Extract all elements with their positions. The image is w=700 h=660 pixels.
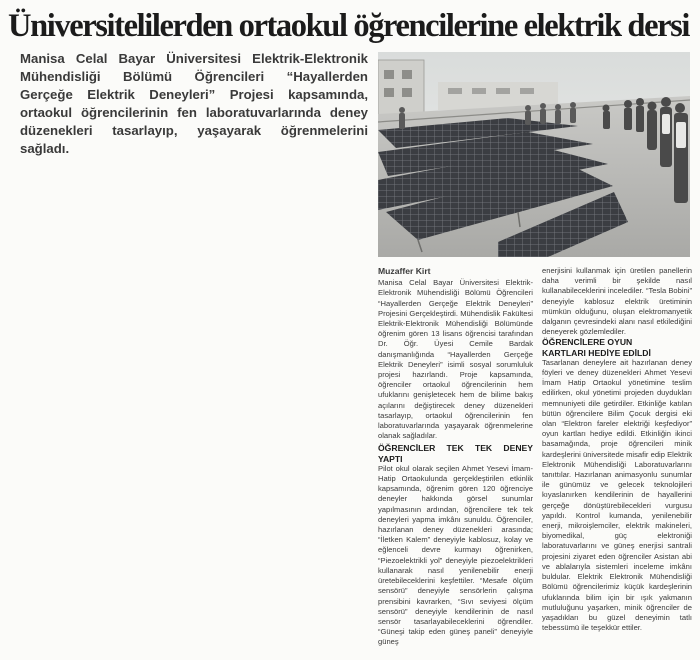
column-2-paragraph-2: Tasarlanan deneylere ait hazırlanan deney föyleri ve deney düzenekleri Ahmet Yesevi İmam Hatip Ortaokul yönetimine teslim edilirken, okul yönetimi projeden duydukları memnuniyeti dile getirdiler. Etkinliğe katılan bütün öğrencilere Bilim Çocuk dergisi eki olan “Elektron fareler elektriği keşfediyor” oyun kartları hediye edildi. Etkinliğin ikinci basamağında, proje öğrencileri minik kardeşlerini üniversitede misafir edip Elektrik Elektronik Mühendisliği Laboratuvarlarını tanıttılar. Hazırlanan animasyonlu sunumlar ile günümüz ve gelecek teknolojileri kıyaslanırken kendilerinin de hayallerini gerçeğe dönüştürebilecekleri vurgusu yapıldı. Kontrol kumanda, yenilenebilir enerji, mikroişlemciler, elektrik makineleri, biyomedikal, güç elektroniği laboratuvarlarını ve güneş enerjisi santrali projesini ziyaret eden öğrenciler Asistan abi ve ablalarıyla sistemleri inceleme imkânı buldular. Elektrik Elektronik Mühendisliği Bölümü öğrencilerimiz küçük kardeşlerinin ufuklarında bilim için bir ışık yakmanın mutluluğunu yaşarken, minik öğrenciler de yaşadıkları bu güzel deneyimin tatlı tebessümü ile teşekkür ettiler.	[542, 357, 692, 633]
article-column-2	[542, 266, 692, 633]
column-1-paragraph-1: Manisa Celal Bayar Üniversitesi Elektrik-Elektronik Mühendisliği Bölümü Öğrencileri “Hayallerden Gerçeğe Elektrik Deneyleri” Projesini Gerçekleştirdi. Mühendislik Fakültesi Elektrik-Elektronik Mühendisliği Bölümünde öğrenim gören 13 lisans öğrencisi tarafından Dr. Öğr. Üyesi Cemile Bardak danışmanlığında “Hayallerden Gerçeğe Elektrik Deneyleri” isimli sosyal sorumluluk projesi hazırlandı. Proje kapsamında, öğrenciler ortaokul öğrencilerinin hem ufuklarını genişletecek hem de bilime bakış açılarını değiştirecek deney düzenekleri tasarlayıp, ortaokul öğrencilerinin fen laboratuvarlarında yaşayarak öğrenmelerine olanak sağladılar.	[378, 278, 533, 441]
subheading-game-cards-line-2: KARTLARI HEDİYE EDİLDİ	[542, 347, 651, 358]
subheading-experiments: ÖĞRENCİLER TEK TEK DENEY YAPTI	[378, 443, 533, 464]
column-1-paragraph-2: Pilot okul olarak seçilen Ahmet Yesevi İmam-Hatip Ortaokulunda gerçekleştirilen etkinlik kapsamında, öğrenim gören 120 öğrenciye deneyler hakkında görsel sunumlar yapılmasının ardından, öğrencilere tek tek deneyleri yapma imkânı sunuldu. Öğrenciler, hazırlanan deney düzenekleri arasında; “İletken Kalem” deneyiyle kablosuz, kolay ve eğlenceli devre kurmayı öğrenirken, “Piezoelektrikli yol” deneyiyle piezoelektrikleri kullanarak nasıl yenilenebilir enerji üretebileceklerini keşfettiler. “Mesafe ölçüm sensörü” deneyiyle sensörlerin çalışma prensibini kavrarken, “Sıvı seviyesi ölçüm sensörü” deneyiyle kendilerinin de nasıl sensör tasarlayabileceklerini öğrendiler. “Güneşi takip eden güneş paneli” deneyiyle güneş	[378, 463, 533, 647]
headline: Üniversitelilerden ortaokul öğrencilerine elektrik dersi	[8, 8, 690, 44]
subheading-game-cards-line-1: ÖĞRENCİLERE OYUN	[542, 337, 633, 348]
solar-panels-photo	[378, 52, 690, 257]
lead-paragraph: Manisa Celal Bayar Üniversitesi Elektrik-Elektronik Mühendisliği Bölümü Öğrencileri “Hayallerden Gerçeğe Elektrik Deneyleri” Projesi kapsamında, ortaokul öğrencilerinin fen laboratuvarlarında deney düzenekleri tasarlayıp, yaşayarak öğrenmelerini sağladı.	[20, 51, 368, 156]
article-column-1	[378, 266, 533, 648]
byline: Muzaffer Kirt	[378, 266, 431, 276]
photo-illustration	[378, 52, 690, 257]
column-2-paragraph-1: enerjisini kullanmak için üretilen panellerin daha verimli bir şekilde nasıl kullanabileceklerini incelediler. “Tesla Bobini” deneyiyle kablosuz elektrik üretiminin mümkün olduğunu, oluşan elektromanyetik dalganın çevresindeki alanı nasıl etkilediğini deneyerek gözlemlediler.	[542, 266, 692, 337]
